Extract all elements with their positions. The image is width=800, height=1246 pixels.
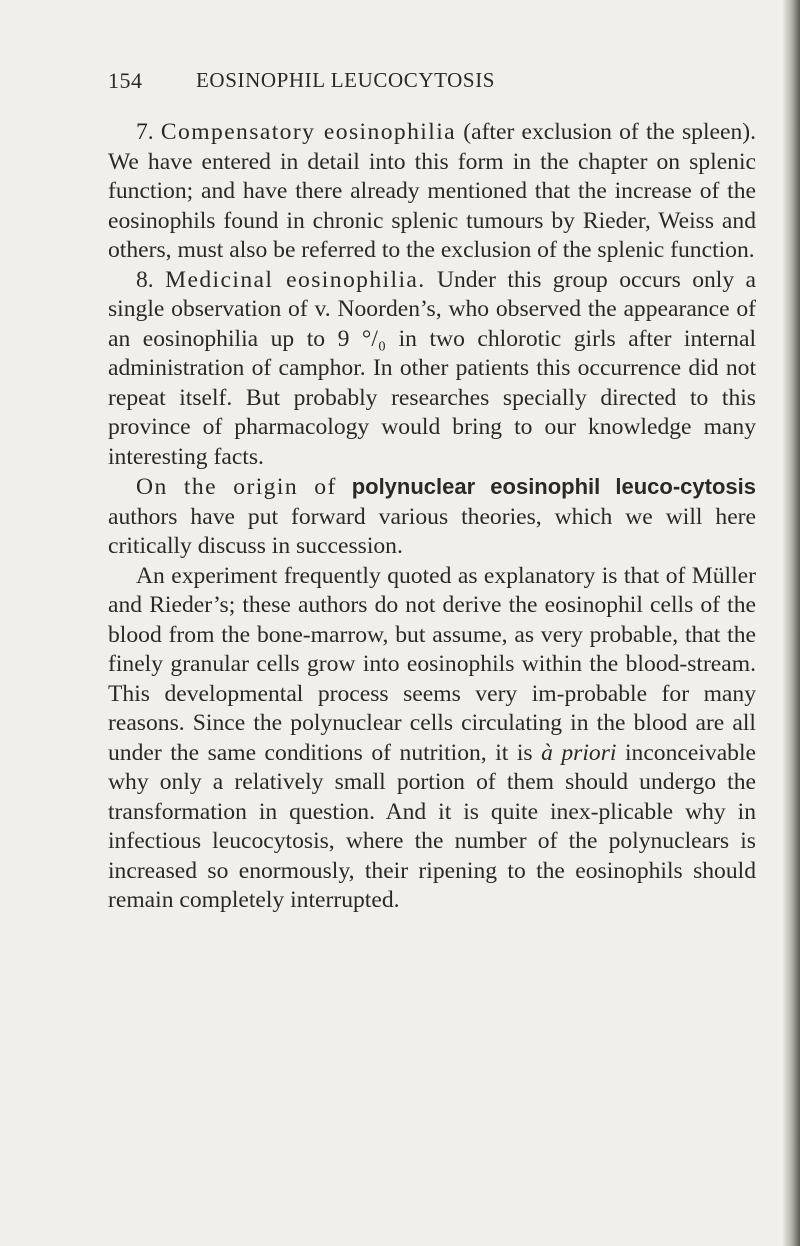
paragraph-origin xyxy=(108,472,756,562)
origin-lead: On the origin of xyxy=(136,474,337,500)
paragraph-text: (after exclusion of the spleen). We have entered in detail into this form in the chapter on splenic function; and have there already mentioned that the increase of the eosinophils found in chronic splenic tumours by Rieder, Weiss and others, must also be referred to the exclusion of the splenic function. xyxy=(108,119,757,263)
page-edge-shadow xyxy=(782,0,800,1246)
running-head: EOSINOPHIL LEUCOCYTOSIS xyxy=(196,68,496,92)
paragraph-medicinal-eosinophilia xyxy=(108,266,756,473)
paragraph-compensatory-eosinophilia xyxy=(108,118,756,266)
italic-term: à priori xyxy=(541,739,617,766)
item-number-7: 7. xyxy=(136,119,154,145)
paragraph-experiment xyxy=(108,562,756,916)
page-header xyxy=(108,68,748,98)
paragraph-text: Under this group occurs only a single observation of v. Noorden’s, who observed the appearance of an eosinophilia up to 9 °/₀ in two chlorotic girls after internal administration of camphor. In other patients this occurrence did not repeat itself. But probably researches specially directed to this province of pharmacology would bring to our knowledge many interesting facts. xyxy=(108,266,756,470)
paragraph-text: An experiment frequently quoted as explanatory is that of Müller and Rieder’s; these authors do not derive the eosinophil cells of the blood from the bone-marrow, but assume, as very probable, that the finely granular cells grow into eosinophils within the blood-stream. This developmental process seems very im-probable for many reasons. Since the polynuclear cells circulating in the blood are all under the same conditions of nutrition, it is xyxy=(108,562,756,766)
body-text xyxy=(108,118,756,916)
heading-medicinal-eosinophilia: Medicinal eosinophilia. xyxy=(165,266,426,293)
item-number-8: 8. xyxy=(136,266,154,293)
page-number: 154 xyxy=(108,68,143,93)
origin-bold-term: polynuclear eosinophil leuco-cytosis xyxy=(351,474,756,499)
paragraph-text: authors have put forward various theories, which we will here critically discuss in succession. xyxy=(108,503,756,559)
heading-compensatory-eosinophilia: Compensatory eosinophilia xyxy=(160,119,457,145)
paragraph-text: inconceivable why only a relatively small portion of them should undergo the transformation in question. And it is quite inex-plicable why in infectious leucocytosis, where the number of the polynuclears is increased so enormously, their ripening to the eosinophils should remain completely interrupted. xyxy=(108,739,756,913)
